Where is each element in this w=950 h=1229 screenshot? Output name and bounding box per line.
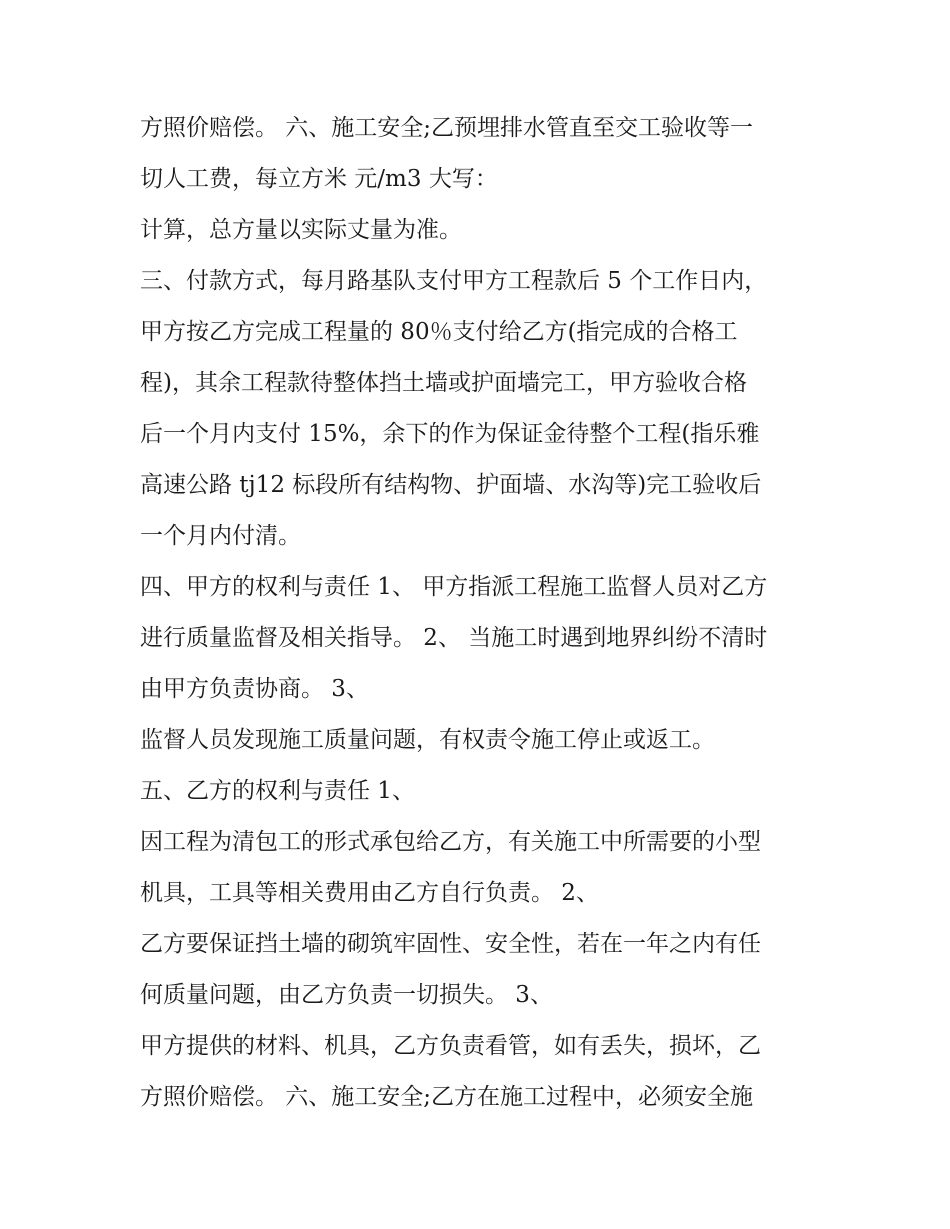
- text-line: 高速公路 tj12 标段所有结构物、护面墙、水沟等)完工验收后: [140, 472, 762, 498]
- text-line: 五、乙方的权利与责任 1、: [140, 778, 415, 804]
- text-line: 何质量问题，由乙方负责一切损失。 3、: [140, 982, 553, 1008]
- text-line: 甲方提供的材料、机具，乙方负责看管，如有丢失，损坏，乙: [140, 1033, 761, 1059]
- text-line: 方照价赔偿。 六、施工安全;乙预埋排水管直至交工验收等一: [140, 115, 754, 141]
- text-line: 由甲方负责协商。 3、: [140, 676, 369, 702]
- text-line: 程)，其余工程款待整体挡土墙或护面墙完工，甲方验收合格: [140, 370, 747, 396]
- text-line: 进行质量监督及相关指导。 2、 当施工时遇到地界纠纷不清时: [140, 625, 768, 651]
- text-line: 后一个月内支付 15%，余下的作为保证金待整个工程(指乐雅: [140, 421, 760, 447]
- text-line: 因工程为清包工的形式承包给乙方，有关施工中所需要的小型: [140, 829, 761, 855]
- text-line: 一个月内付清。: [140, 523, 301, 549]
- text-line: 四、甲方的权利与责任 1、 甲方指派工程施工监督人员对乙方: [140, 574, 768, 600]
- text-line: 方照价赔偿。 六、施工安全;乙方在施工过程中，必须安全施: [140, 1084, 754, 1110]
- text-line: 切人工费，每立方米 元/m3 大写：: [140, 166, 498, 192]
- text-line: 甲方按乙方完成工程量的 80％支付给乙方(指完成的合格工: [140, 319, 738, 345]
- text-line: 监督人员发现施工质量问题，有权责令施工停止或返工。: [140, 727, 715, 753]
- text-line: 三、付款方式，每月路基队支付甲方工程款后 5 个工作日内，: [140, 268, 768, 294]
- text-line: 计算，总方量以实际丈量为准。: [140, 217, 462, 243]
- document-body: [140, 103, 830, 1123]
- text-line: 机具，工具等相关费用由乙方自行负责。 2、: [140, 880, 599, 906]
- text-line: 乙方要保证挡土墙的砌筑牢固性、安全性，若在一年之内有任: [140, 931, 761, 957]
